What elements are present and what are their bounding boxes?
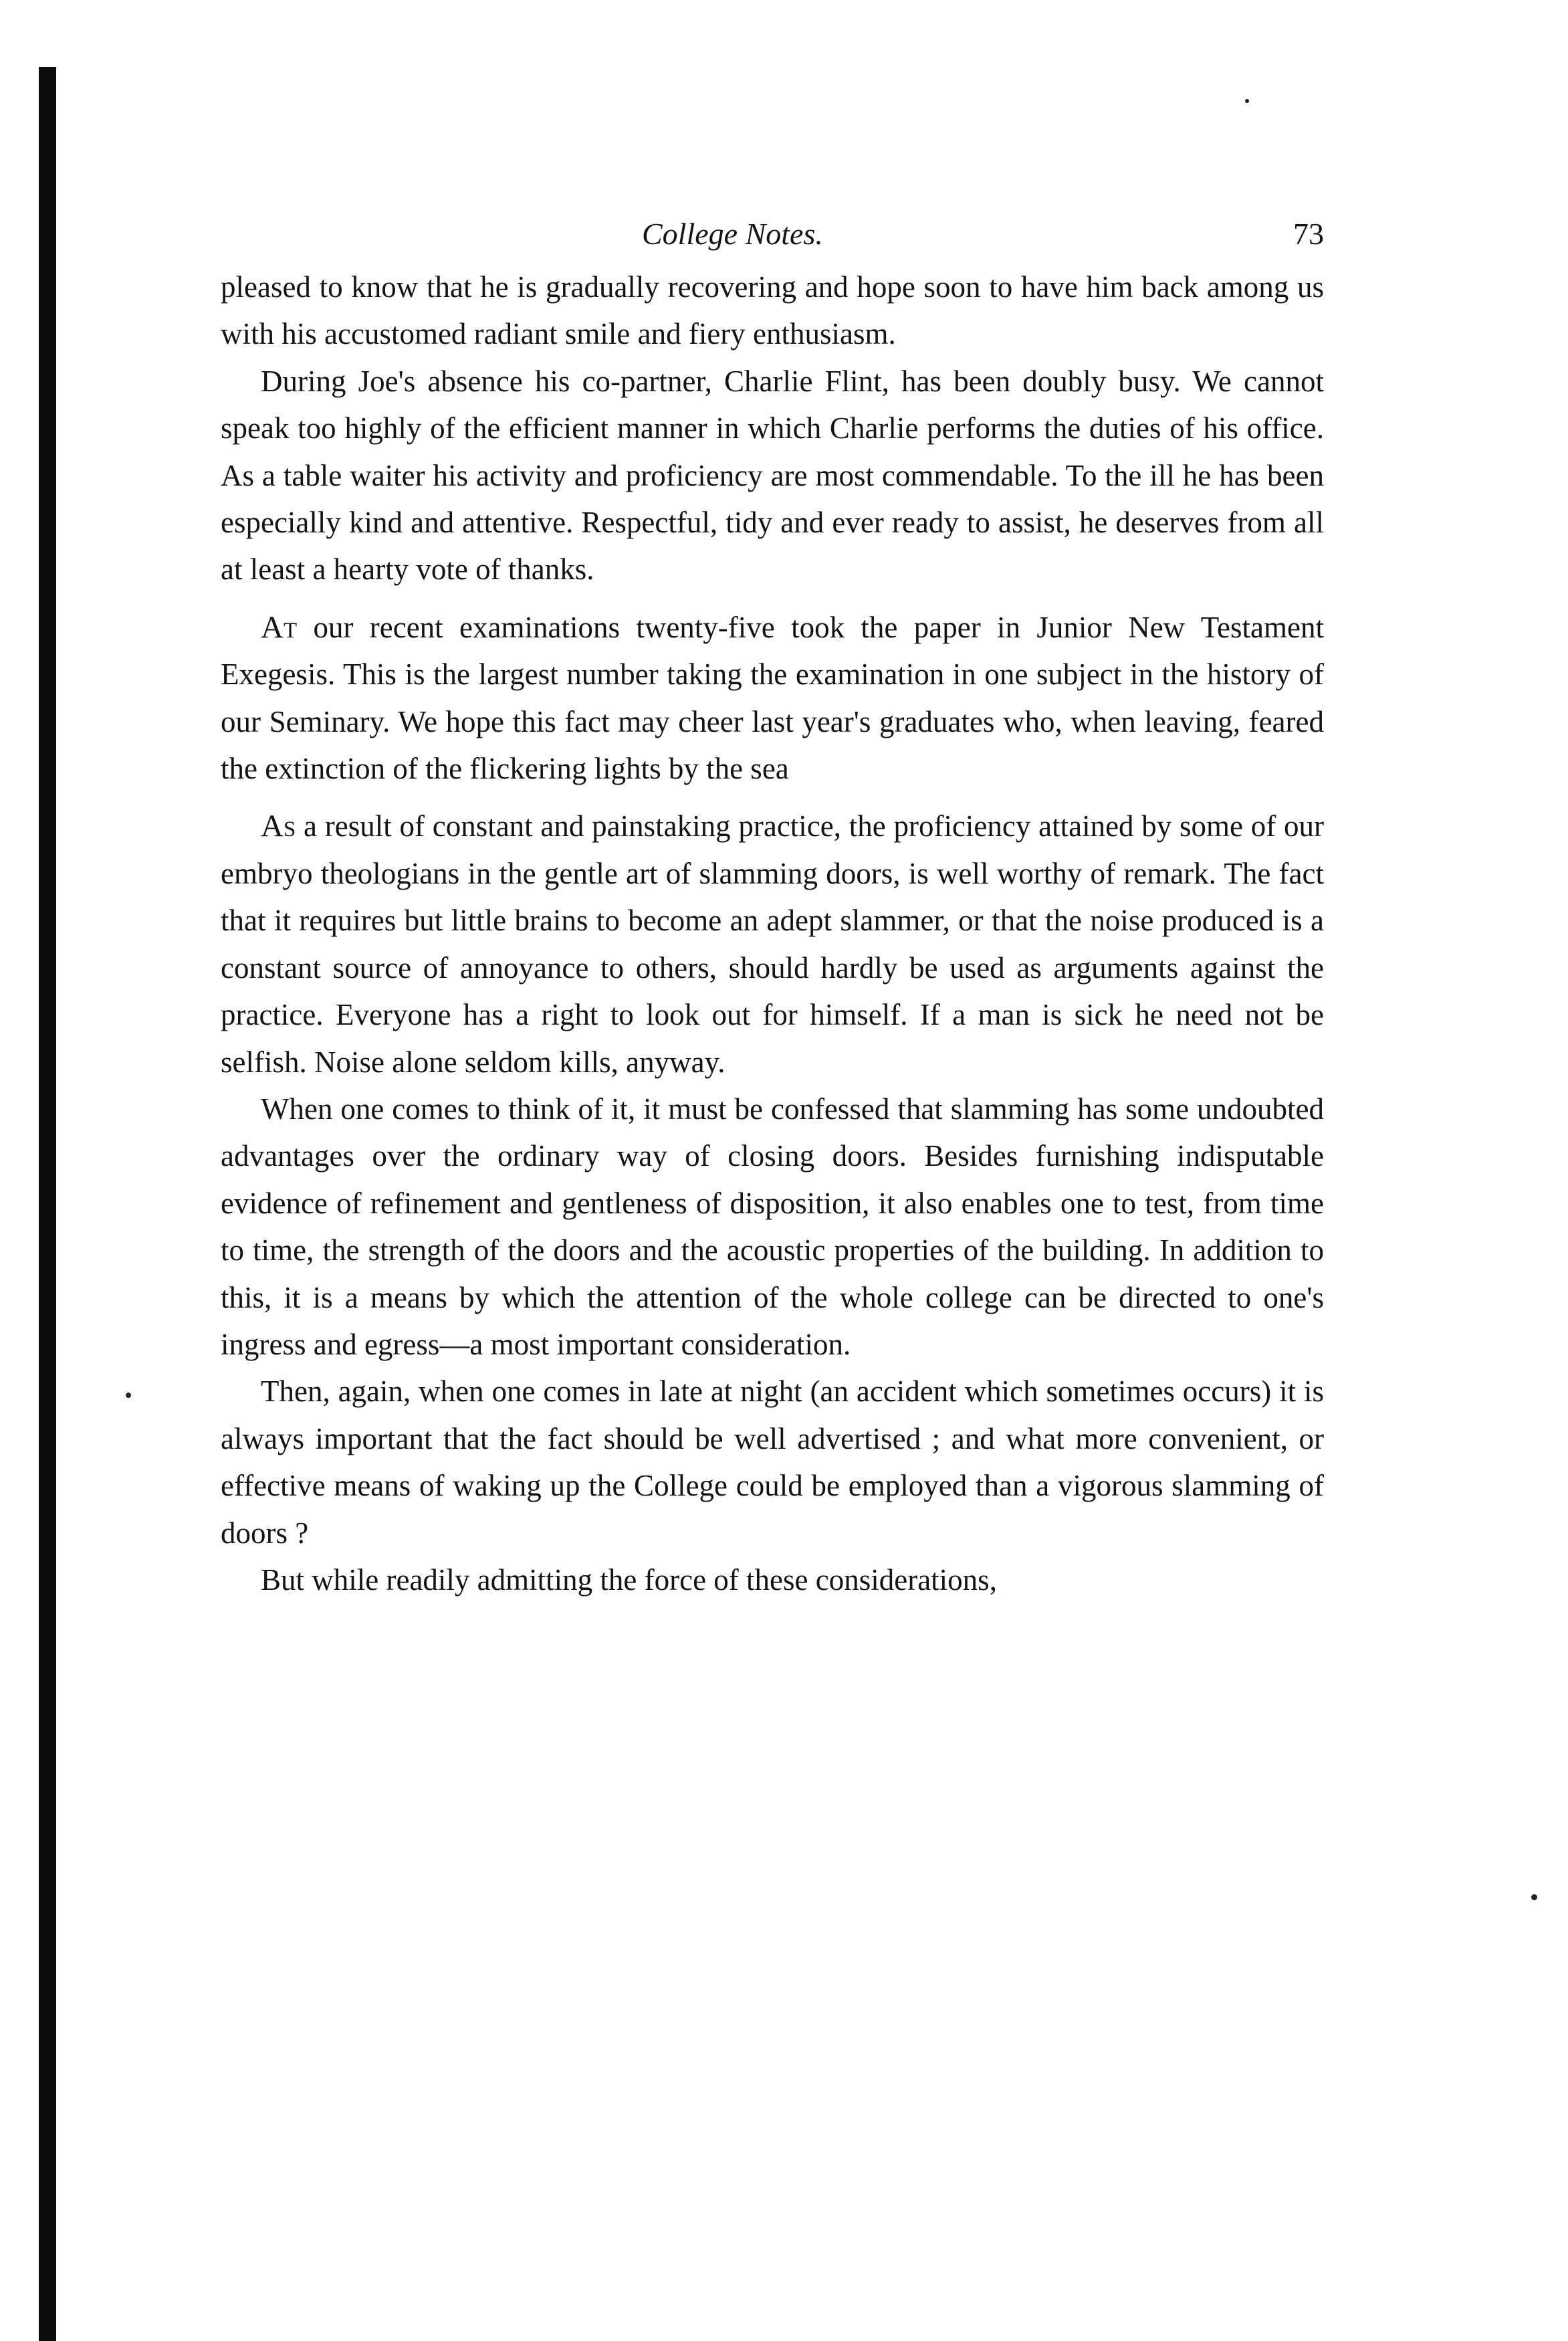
ink-speck bbox=[1531, 1894, 1537, 1900]
paragraph bbox=[221, 358, 1324, 593]
paragraph-text: During Joe's absence his co-partner, Charlie Flint, has been doubly busy. We cannot speak too highly of the efficient manner in which Charlie performs the duties of his office. As a table waiter his activity and proficiency are most commendable. To the ill he has been especially kind and attentive. Respectful, tidy and ever ready to assist, he deserves from all at least a hearty vote of thanks. bbox=[221, 364, 1324, 587]
paragraph bbox=[221, 1086, 1324, 1368]
book-page bbox=[221, 207, 1324, 1603]
paragraph-text: our recent examinations twenty-five took the paper in Junior New Testament Exegesis. This is the largest number taking the examination in one subject in the history of our Seminary. We hope this fact may cheer last year's graduates who, when leaving, feared the extinction of the flickering lights by the sea bbox=[221, 610, 1324, 786]
body-text bbox=[221, 264, 1324, 1603]
paragraph-slamming bbox=[221, 803, 1324, 1085]
paragraph-text: Then, again, when one comes in late at night (an accident which sometimes occurs) it is always important that the fact should be well advertised ; and what more convenient, or effective means of waking up the College could be employed than a vigorous slamming of doors ? bbox=[221, 1375, 1324, 1550]
paragraph-text: But while readily admitting the force of these considerations, bbox=[261, 1562, 997, 1597]
paragraph-examinations bbox=[221, 604, 1324, 793]
binding-edge-shadow bbox=[39, 67, 56, 2341]
paragraph bbox=[221, 1556, 1324, 1603]
paragraph-text: When one comes to think of it, it must be confessed that slamming has some undoubted advantages over the ordinary way of closing doors. Besides furnishing indisputable evidence of refinement and gentleness of disposition, it also enables one to test, from time to time, the strength of the doors and the acoustic properties of the building. In addition to this, it is a means by which the attention of the whole college can be directed to one's ingress and egress—a most important consideration. bbox=[221, 1092, 1324, 1361]
running-head bbox=[221, 207, 1324, 261]
ink-speck bbox=[126, 1393, 131, 1398]
ink-speck bbox=[1245, 99, 1249, 103]
paragraph-lead: As bbox=[261, 809, 296, 844]
paragraph-lead: At bbox=[261, 609, 298, 645]
paragraph-text: a result of constant and painstaking practice, the proficiency attained by some of our embryo theologians in the gentle art of slamming doors, is well worthy of remark. The fact that it requires but little brains to become an adept slammer, or that the noise produced is a constant source of annoyance to others, should hardly be used as arguments against the practice. Everyone has a right to look out for himself. If a man is sick he need not be selfish. Noise alone seldom kills, anyway. bbox=[221, 809, 1324, 1079]
paragraph-continued bbox=[221, 264, 1324, 358]
page-number: 73 bbox=[1293, 217, 1324, 251]
paragraph bbox=[221, 1368, 1324, 1556]
running-title: College Notes. bbox=[642, 217, 823, 251]
paragraph-text: pleased to know that he is gradually recovering and hope soon to have him back among us with his accustomed radiant smile and fiery enthusiasm. bbox=[221, 270, 1324, 351]
